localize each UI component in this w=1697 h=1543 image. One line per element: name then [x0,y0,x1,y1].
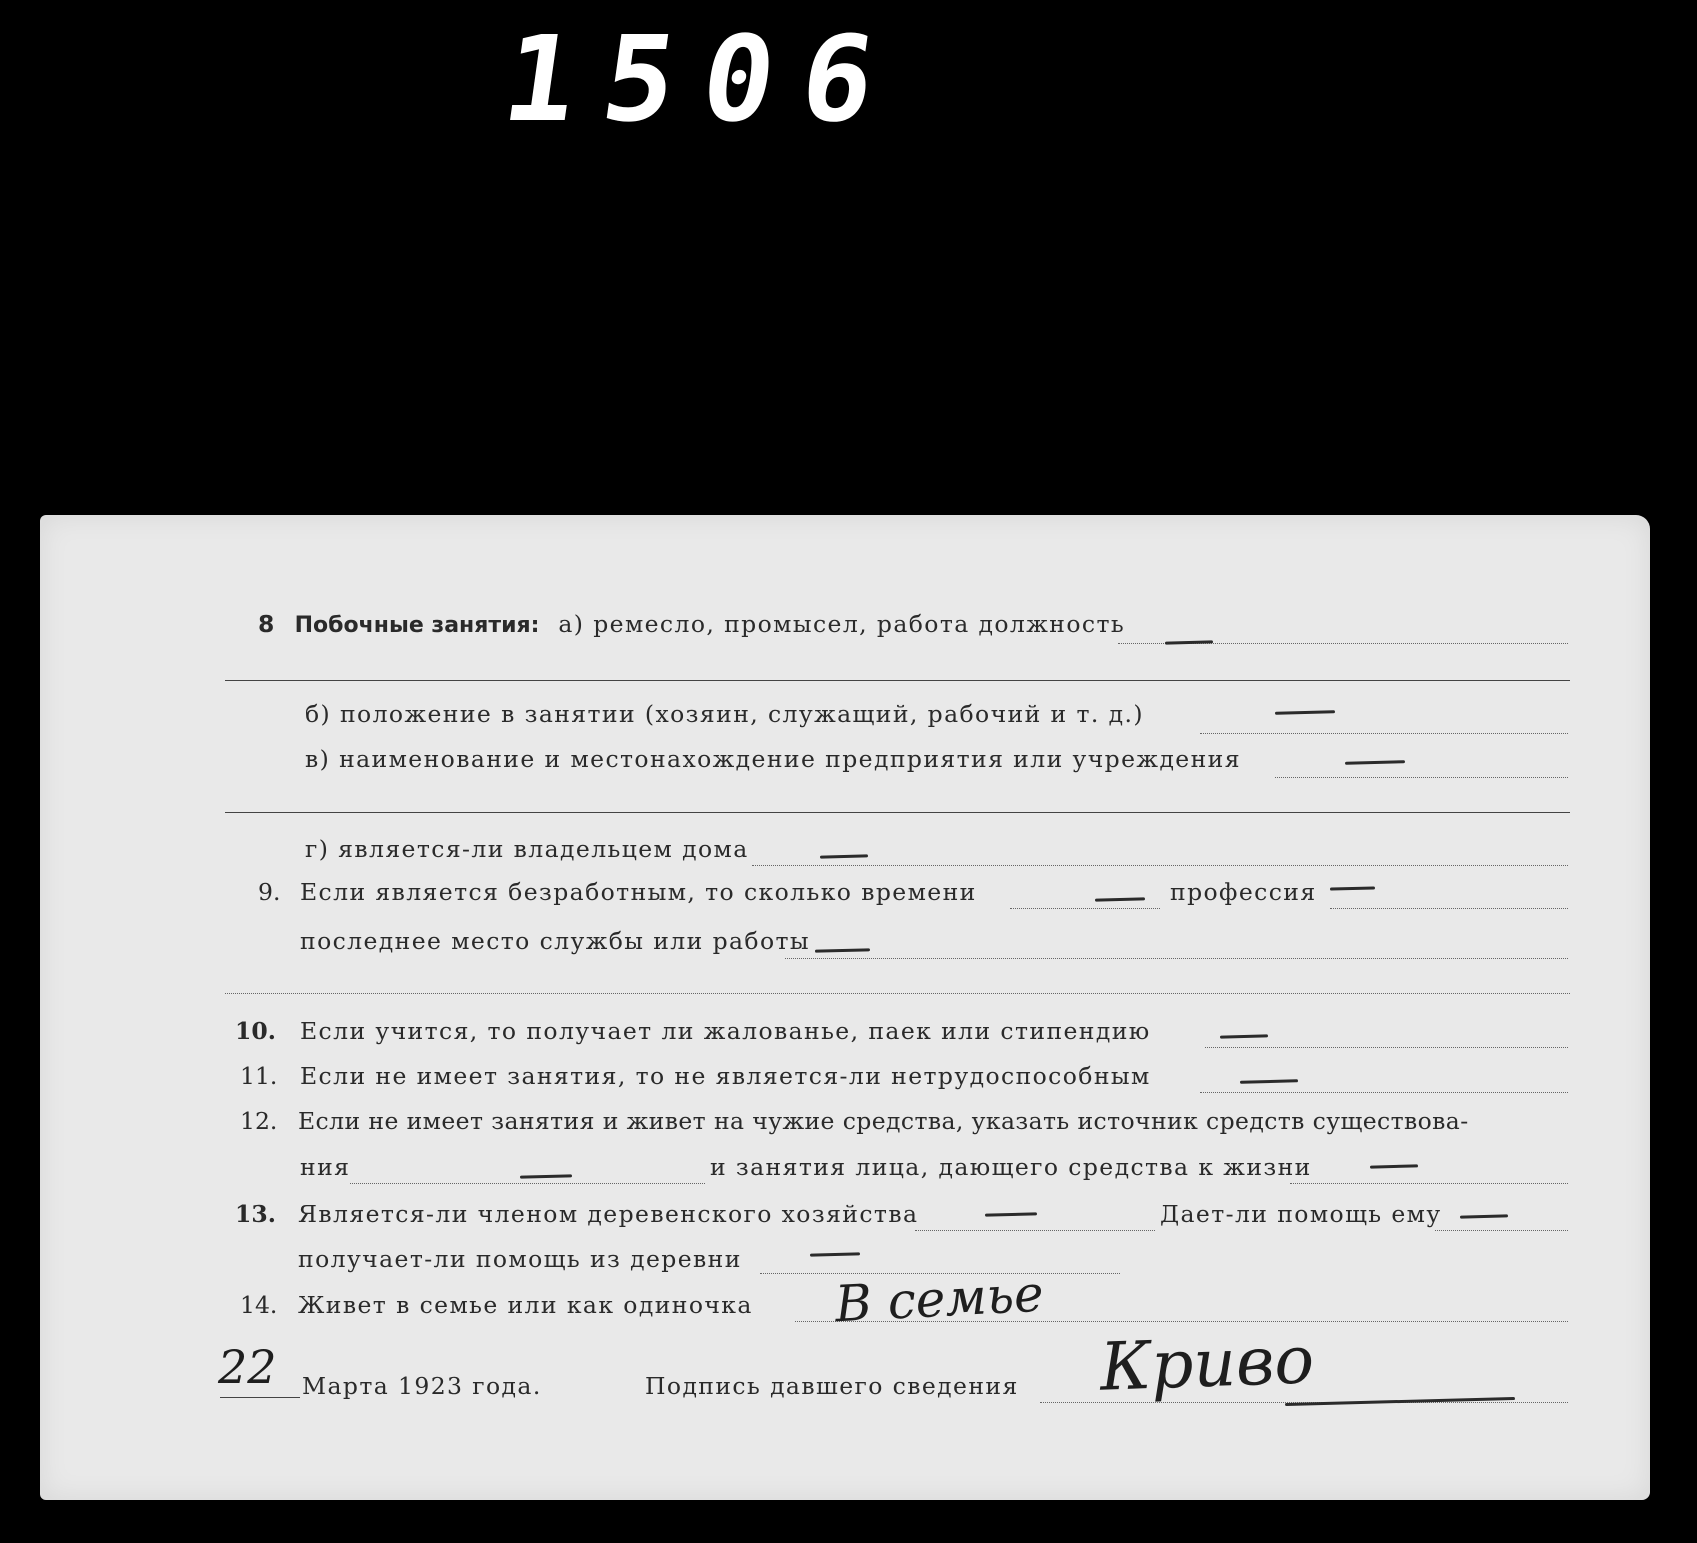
q8-g-dash [820,854,868,858]
q8-v-field [1275,777,1568,778]
q12-source-dash [520,1174,572,1178]
q8-number: 8 [258,610,276,638]
q10-dash [1220,1034,1268,1038]
q13-help-from: получает-ли помощь из деревни [298,1245,742,1273]
q13-member-dash [985,1212,1037,1216]
q11-field [1200,1092,1568,1093]
q14-text: Живет в семье или как одиночка [298,1291,753,1319]
q12-text: Если не имеет занятия и живет на чужие средства, указать источник средств существова- [298,1107,1469,1135]
frame-number: 1506 [495,10,911,148]
footer-day-line [220,1397,300,1398]
q8-title: Побочные занятия: [294,613,540,638]
q9-number: 9. [258,878,281,906]
q8-b-field [1200,733,1568,734]
q9-text: Если является безработным, то сколько времени [300,878,977,906]
q8-line-v: в) наименование и местонахождение предприятия или учреждения [305,745,1241,773]
q8-line-g: г) является-ли владельцем дома [305,835,749,863]
q10-number: 10. [235,1017,276,1045]
q12-cont: ния [300,1153,351,1181]
q8-b-dash [1275,710,1335,715]
q8-a-label: а) ремесло, промысел, работа должность [558,610,1126,638]
q8-line-b: б) положение в занятии (хозяин, служащий, рабочий и т. д.) [305,700,1144,728]
q9-profession-field [1330,908,1568,909]
q12-person-dash [1370,1164,1418,1168]
q8-v-dash [1345,760,1405,765]
q10-text: Если учится, то получает ли жалованье, паек или стипендию [300,1017,1151,1045]
q9-profession-label: профессия [1170,878,1317,906]
q8-a-line2 [225,680,1570,681]
q13-help-to-field [1435,1230,1568,1231]
q8-v-line2 [225,812,1570,813]
q10-field [1205,1047,1568,1048]
q9-time-dash [1095,897,1145,901]
q12-person-field [1290,1183,1568,1184]
q14-number: 14. [240,1291,278,1319]
q9-time-field [1010,908,1160,909]
q13-help-to-dash [1460,1214,1508,1218]
footer-signature-label: Подпись давшего сведения [645,1372,1019,1400]
q13-help-from-dash [810,1252,860,1256]
q9-profession-dash [1330,886,1375,890]
q11-dash [1240,1079,1298,1084]
footer-signature: Криво [1098,1321,1316,1406]
q9-last-field [785,958,1568,959]
q11-text: Если не имеет занятия, то не является-ли нетрудоспособным [300,1062,1151,1090]
q14-handwritten-answer: В семье [833,1264,1045,1334]
q8-line-a [258,610,1125,638]
footer-day: 22 [218,1340,277,1394]
q12-number: 12. [240,1107,278,1135]
q11-number: 11. [240,1062,278,1090]
q13-help-to: Дает-ли помощь ему [1160,1200,1442,1228]
q12-source-field [350,1183,705,1184]
q12-cont2: и занятия лица, дающего средства к жизни [710,1153,1312,1181]
q9-last-dash [815,948,870,952]
q9-line2 [225,993,1570,994]
q9-last-place: последнее место службы или работы [300,927,811,955]
q8-g-field [752,865,1568,866]
q13-text: Является-ли членом деревенского хозяйства [298,1200,919,1228]
q13-member-field [915,1230,1155,1231]
census-card [40,515,1650,1500]
q13-number: 13. [235,1200,276,1228]
footer-date-text: Марта 1923 года. [302,1372,542,1400]
